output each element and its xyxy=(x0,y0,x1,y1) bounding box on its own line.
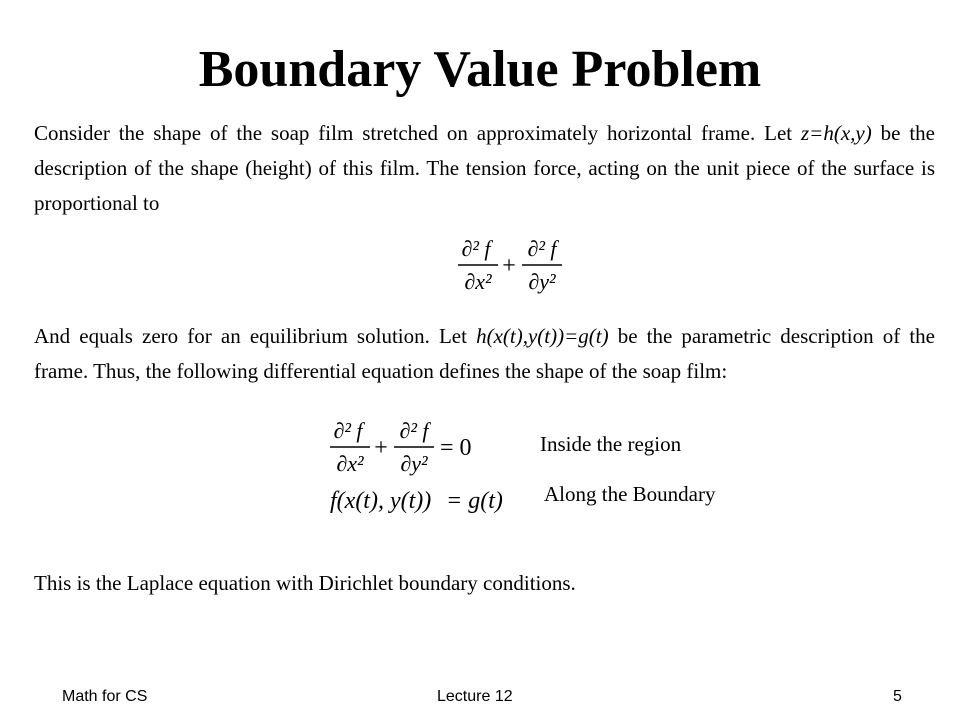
inside-region-label: Inside the region xyxy=(540,432,682,456)
along-boundary-label: Along the Boundary xyxy=(544,482,716,506)
eq2-term1-numerator: ∂² f xyxy=(333,418,363,443)
footer-lecture: Lecture 12 xyxy=(437,688,513,705)
equilibrium-paragraph xyxy=(34,319,935,389)
footer-page-number: 5 xyxy=(893,688,902,705)
eq3-rhs: = g(t) xyxy=(446,488,503,514)
equilibrium-text-2: be the parametric description of the frame. Thus, the following differential equation defines the shape of the soap film: xyxy=(34,324,935,383)
intro-text-1: Consider the shape of the soap film stretched on approximately horizontal frame. Let xyxy=(34,121,801,145)
boundary-condition-equation xyxy=(328,480,518,520)
eq2-term2-denominator: ∂y² xyxy=(400,451,428,476)
conclusion-paragraph: This is the Laplace equation with Dirichlet boundary conditions. xyxy=(34,571,576,595)
eq1-plus: + xyxy=(502,253,516,279)
eq2-rhs: = 0 xyxy=(440,435,472,461)
eq2-term1-denominator: ∂x² xyxy=(336,451,364,476)
laplacian-expression xyxy=(452,234,572,298)
laplace-equation xyxy=(324,416,484,480)
equilibrium-text-1: And equals zero for an equilibrium solution. Let xyxy=(34,324,477,348)
eq1-term1-denominator: ∂x² xyxy=(464,269,492,294)
equilibrium-italic-expression: h(x(t),y(t))=g(t) xyxy=(476,324,609,348)
intro-italic-expression: z=h(x,y) xyxy=(801,121,872,145)
eq3-lhs: f(x(t), y(t)) xyxy=(330,488,432,514)
intro-paragraph xyxy=(34,116,935,221)
intro-text-2: be the description of the shape (height) of this film. The tension force, acting on the unit piece of the surface is proportional to xyxy=(34,121,936,215)
footer-course: Math for CS xyxy=(62,688,148,705)
eq1-term2-numerator: ∂² f xyxy=(527,236,557,261)
eq2-term2-numerator: ∂² f xyxy=(399,418,429,443)
eq1-term2-denominator: ∂y² xyxy=(528,269,556,294)
eq1-term1-numerator: ∂² f xyxy=(461,236,491,261)
eq2-plus: + xyxy=(374,435,388,461)
slide-title: Boundary Value Problem xyxy=(198,41,762,98)
